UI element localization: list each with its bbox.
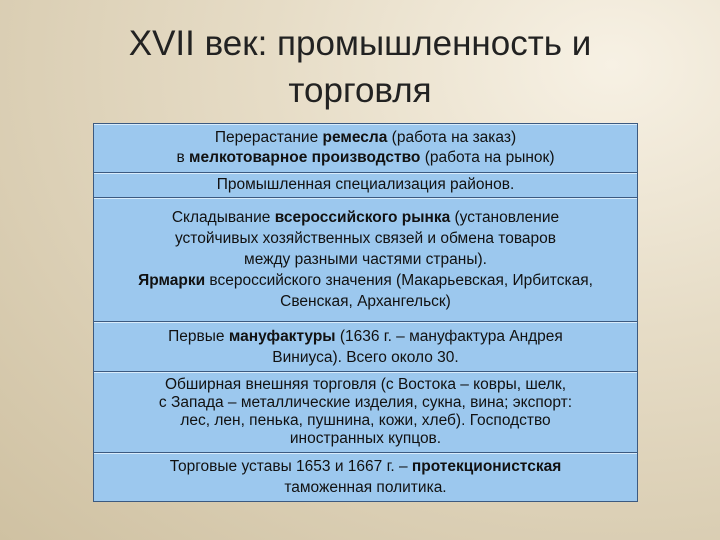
text-segment: (работа на заказ) (387, 129, 517, 146)
text-segment: между разными частями страны). (244, 251, 487, 268)
row-text-line (94, 326, 637, 347)
row-text-line (94, 175, 637, 195)
row-text-line (94, 394, 637, 412)
emphasized-term: всероссийского рынка (274, 209, 451, 226)
row-text-line (94, 430, 637, 448)
table-row-crafts (94, 124, 637, 172)
slide-title-line-1: XVII век: промышленность и (128, 24, 592, 63)
row-text-line (94, 291, 637, 312)
text-segment: (1636 г. – мануфактура Андрея (335, 327, 563, 345)
table-row-specialization (94, 172, 637, 197)
text-segment: устойчивых хозяйственных связей и обмена товаров (174, 230, 557, 247)
slide-title (60, 20, 660, 114)
row-text-line (94, 347, 637, 368)
row-text-line (94, 207, 637, 228)
text-segment: Перерастание (214, 129, 323, 146)
text-segment: всероссийского значения (Макарьевская, Ирбитская, (205, 272, 593, 289)
row-text-line (94, 228, 637, 249)
text-segment: Виниуса). Всего около 30. (272, 348, 459, 366)
emphasized-term: мелкотоварное производство (189, 149, 421, 166)
slide-title-line-2: торговля (288, 71, 432, 110)
table-row-trade-charters (94, 452, 637, 501)
text-segment: таможенная политика. (284, 479, 447, 496)
row-text-line (94, 148, 637, 168)
emphasized-term: мануфактуры (228, 327, 336, 345)
emphasized-term: Ярмарки (138, 272, 206, 289)
table-row-foreign-trade (94, 371, 637, 452)
row-text-line (94, 412, 637, 430)
facts-table (93, 123, 638, 502)
table-row-national-market (94, 197, 637, 321)
row-text-line (94, 376, 637, 394)
table-row-manufactories (94, 321, 637, 371)
text-segment: Первые (168, 327, 229, 345)
text-segment: (работа на рынок) (420, 149, 555, 166)
text-segment: с Запада – металлические изделия, сукна, вина; экспорт: (158, 394, 573, 411)
text-segment: в (176, 149, 190, 166)
row-text-line (94, 270, 637, 291)
text-segment: Промышленная специализация районов. (216, 176, 515, 193)
text-segment: Свенская, Архангельск) (280, 293, 451, 310)
text-segment: Торговые уставы 1653 и 1667 г. – (169, 458, 412, 475)
row-text-line (94, 477, 637, 498)
text-segment: лес, лен, пенька, пушнина, кожи, хлеб). Господство (180, 412, 551, 429)
text-segment: Складывание (171, 209, 275, 226)
row-text-line (94, 456, 637, 477)
text-segment: иностранных купцов. (289, 430, 442, 447)
row-text-line (94, 128, 637, 148)
emphasized-term: ремесла (322, 129, 388, 146)
emphasized-term: протекционистская (411, 458, 562, 475)
text-segment: Обширная внешняя торговля (с Востока – ковры, шелк, (164, 376, 567, 393)
text-segment: (установление (450, 209, 560, 226)
row-text-line (94, 249, 637, 270)
